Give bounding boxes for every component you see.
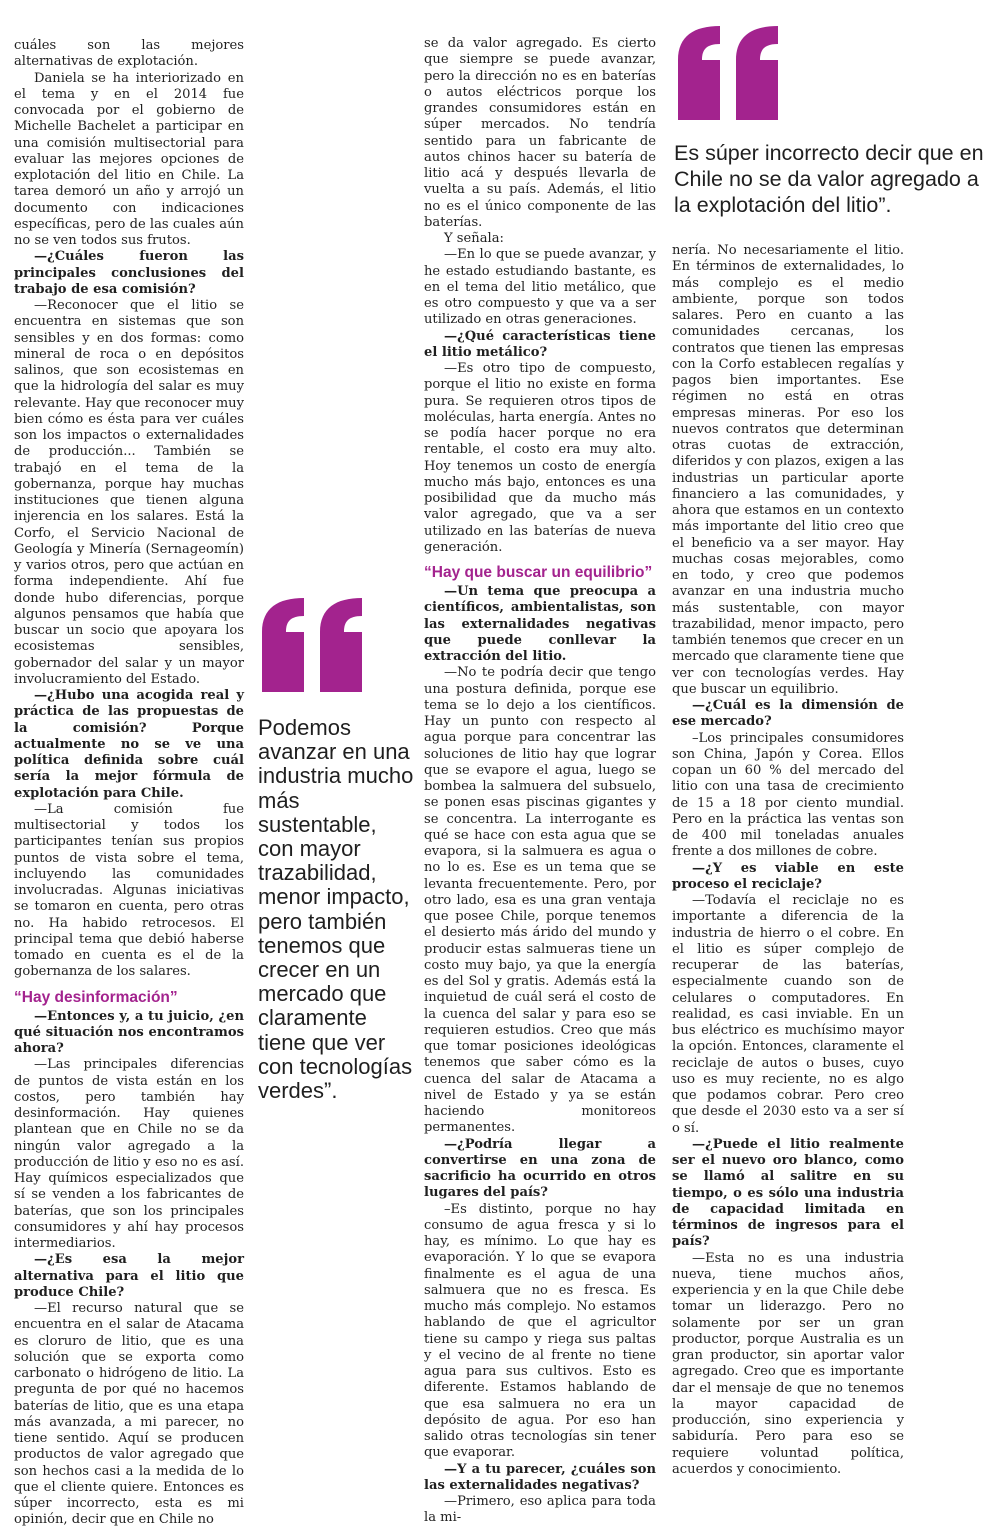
body-paragraph: —Es otro tipo de compuesto, porque el litio no existe en forma pura. Se requieren otros tipos de moléculas, harta energía. Antes no se podía hacer porque no era rentable, el costo era muy alto. Hoy tenemos un costo de energía mucho más bajo, entonces es una posibilidad que da mucho más valor agregado, que va a ser utilizado en las baterías de nueva generación. — [424, 361, 656, 555]
interview-question: —¿Puede el litio realmente ser el nuevo oro blanco, como se llamó al salitre en su tiempo, o es sólo una industria de capacidad limitada en términos de ingresos para el país? — [672, 1136, 904, 1250]
body-paragraph: se da valor agregado. Es cierto que siempre se puede avanzar, pero la dirección no es en baterías o autos eléctricos porque los grandes consumidores están en súper mercados. No tendría sentido para un fabricante de autos chinos hacer su batería de litio acá y después llevarla de vuelta a su país. Además, el litio no es el único componente de las baterías. — [424, 36, 656, 230]
body-paragraph: Y señala: — [444, 231, 504, 246]
open-quote-icon — [676, 26, 780, 120]
interview-question: —¿Cuál es la dimensión de ese mercado? — [672, 698, 904, 730]
body-paragraph: —En lo que se puede avanzar, y he estado estudiando bastante, es en el tema del litio metálico, que es otro compuesto y que va a ser utilizado en otras generaciones. — [424, 247, 656, 328]
pull-quote-middle: Podemos avanzar en una industria mucho más sustentable, con mayor trazabilidad, menor impacto, pero también tenemos que crecer en un mercado que claramente tiene que ver con tecnologías verdes”. — [258, 715, 414, 1104]
interview-question: —¿Es esa la mejor alternativa para el litio que produce Chile? — [14, 1252, 244, 1300]
article-column-1 — [14, 38, 244, 1529]
body-paragraph: —Todavía el reciclaje no es importante a diferencia de la industria de hierro o el cobre. En el litio es súper complejo de recuperar de las baterías, especialmente cuando son de celulares o computadores. En realidad, es casi inviable. En un bus eléctrico es muchísimo mayor la opción. Entonces, claramente el reciclaje de autos o buses, cuyo uso es muy reciente, no es algo que podamos cobrar. Pero creo que desde el 2030 esto va a ser sí o sí. — [672, 893, 904, 1136]
body-paragraph: —Las principales diferencias de puntos de vista están en los costos, pero también hay desinformación. Hay quienes plantean que en Chile no se da ningún valor agregado a la producción de litio y eso no es así. Hay químicos especializados que sí se venden a los fabricantes de baterías, que son los principales consumidores y ahí hay procesos intermediarios. — [14, 1057, 244, 1251]
open-quote-icon — [260, 598, 364, 692]
interview-question: —¿Podría llegar a convertirse en una zona de sacrificio ha ocurrido en otros lugares del país? — [424, 1136, 656, 1201]
body-paragraph: —La comisión fue multisectorial y todos los participantes tenían sus propios puntos de vista sobre el tema, incluyendo las comunidades involucradas. Algunas iniciativas se tomaron en cuenta, pero otras no. Ha habido retrocesos. El principal tema que debió haberse tomado en cuenta es el de la gobernanza de los salares. — [14, 801, 244, 980]
body-paragraph: —No te podría decir que tengo una postura definida, porque ese tema se lo dejo a los científicos. Hay un punto con respecto al agua porque para concentrar las soluciones de litio hay que lograr que se evapore el agua, luego se bombea la salmuera del subsuelo, se ponen esas piscinas gigantes y se concentra. La interrogante es qué se hace con esta agua que se evapora, si la salmuera es agua o no lo es. Ese es un tema que se levanta frecuentemente. Pero, por otro lado, esa es una gran ventaja que posee Chile, porque tenemos el desierto más árido del mundo y producir estas salmueras tiene un costo muy bajo, ya que la energía es del Sol y gratis. Además está la inquietud de cuál será el costo de la cuenca del salar y para eso se requieren estudios. Creo que más que tomar posiciones ideológicas tenemos que saber cómo es la cuenca del salar de Atacama a nivel de Estado y ya se están haciendo monitoreos permanentes. — [424, 665, 656, 1136]
interview-question: —¿Hubo una acogida real y práctica de las propuestas de la comisión? Porque actualmente no se ve una política definida sobre cuál sería la mejor fórmula de explotación para Chile. — [14, 688, 244, 801]
interview-question: —¿Y es viable en este proceso el reciclaje? — [672, 860, 904, 892]
section-heading: “Hay que buscar un equilibrio” — [424, 564, 653, 581]
body-paragraph: —Primero, eso aplica para toda la mi- — [424, 1494, 656, 1526]
body-paragraph: —El recurso natural que se encuentra en el salar de Atacama es cloruro de litio, que es una solución que se exporta como carbonato o hidrógeno de litio. La pregunta de por qué no hacemos baterías de litio, que es una etapa más avanzada, a mi parecer, no tiene sentido. Aquí se producen productos de valor agregado que son hechos casi a la medida de lo que el cliente quiere. Entonces es súper incorrecto, esta es mi opinión, decir que en Chile no — [14, 1301, 244, 1528]
body-paragraph: —Esta no es una industria nueva, tiene muchos años, experiencia y en la que Chile debe tomar un liderazgo. Pero no solamente por ser un gran productor, porque Australia es un gran productor, sin aportar valor agregado. Creo que es importante dar el mensaje de que no tenemos la mayor capacidad de producción, sino experiencia y sabiduría. Pero para eso se requiere voluntad política, acuerdos y conocimiento. — [672, 1250, 904, 1477]
interview-question: —Entonces y, a tu juicio, ¿en qué situación nos encontramos ahora? — [14, 1008, 244, 1056]
interview-question: —Un tema que preocupa a científicos, ambientalistas, son las externalidades negativas que puede conllevar la extracción del litio. — [424, 584, 656, 664]
section-heading: “Hay desinformación” — [14, 988, 178, 1006]
article-column-2 — [424, 36, 656, 1527]
body-paragraph: –Los principales consumidores son China, Japón y Corea. Ellos copan un 60 % del mercado del litio con una tasa de crecimiento de 15 a 18 por ciento mundial. Pero en la práctica las ventas son de 400 mil toneladas anuales frente a dos millones de cobre. — [672, 730, 904, 860]
article-column-3 — [672, 243, 904, 1478]
interview-question: —Y a tu parecer, ¿cuáles son las externalidades negativas? — [424, 1461, 656, 1493]
body-paragraph: nería. No necesariamente el litio. En términos de externalidades, lo más complejo es el medio ambiente, porque son todos salares. Pero en cuanto a las comunidades cercanas, los contratos que tienen las empresas con la Corfo establecen regalías y pagos bien importantes. Ese régimen no está en otras empresas mineras. Por eso los nuevos contratos que determinan otras cuotas de extracción, diferidos y con plazos, exigen a las industrias un particular aporte financiero a las comunidades, y ahora que estamos en un contexto más importante del litio creo que el beneficio va a ser mayor. Hay muchas cosas mejorables, como en todo, y creo que podemos avanzar en una industria mucho más sustentable, con mayor trazabilidad, menor impacto, pero también tenemos que crecer en un mercado que claramente tiene que ver con tecnologías verdes. Hay que buscar un equilibrio. — [672, 243, 904, 697]
body-paragraph: Daniela se ha interiorizado en el tema y en el 2014 fue convocada por el gobierno de Michelle Bachelet a participar en una comisión multisectorial para evaluar las mejores opciones de explotación del litio en Chile. La tarea demoró un año y arrojó un documento con indicaciones específicas, pero de las cuales aún no se ven todos sus frutos. — [14, 70, 244, 248]
pull-quote-top: Es súper incorrecto decir que en Chile no se da valor agregado a la explotación del litio”. — [674, 141, 984, 217]
body-paragraph: cuáles son las mejores alternativas de explotación. — [14, 38, 244, 70]
interview-question: —¿Cuáles fueron las principales conclusiones del trabajo de esa comisión? — [14, 249, 244, 297]
interview-question: —¿Qué características tiene el litio metálico? — [424, 328, 656, 360]
body-paragraph: —Reconocer que el litio se encuentra en sistemas que son sensibles y en dos formas: como mineral de roca o en depósitos salinos, que son ecosistemas en que la hidrología del salar es muy relevante. Hay que reconocer muy bien cómo es ésta para ver cuáles son los impactos o externalidades de producción... También se trabajó en el tema de la gobernanza, porque hay muchas instituciones que tienen alguna injerencia en los salares. Está la Corfo, el Servicio Nacional de Geología y Minería (Sernageomín) y varios otros, pero que actúan en forma independiente. Ahí fue donde hubo diferencias, porque algunos pensamos que había que buscar un socio que apoyara los ecosistemas sensibles, gobernador del salar y un mayor involucramiento del Estado. — [14, 298, 244, 687]
body-paragraph: –Es distinto, porque no hay consumo de agua fresca y si lo hay, es mínimo. Lo que hay es evaporación. Y lo que se evapora finalmente es el agua de una salmuera que no es fresca. Es mucho más complejo. No estamos hablando de que el agricultor tiene su campo y riega sus paltas y el vecino de al frente no tiene agua para sus cultivos. Esto es diferente. Estamos hablando de que esa salmuera no era un depósito de agua. Por eso han salido otras tecnologías sin tener que evaporar. — [424, 1201, 656, 1461]
